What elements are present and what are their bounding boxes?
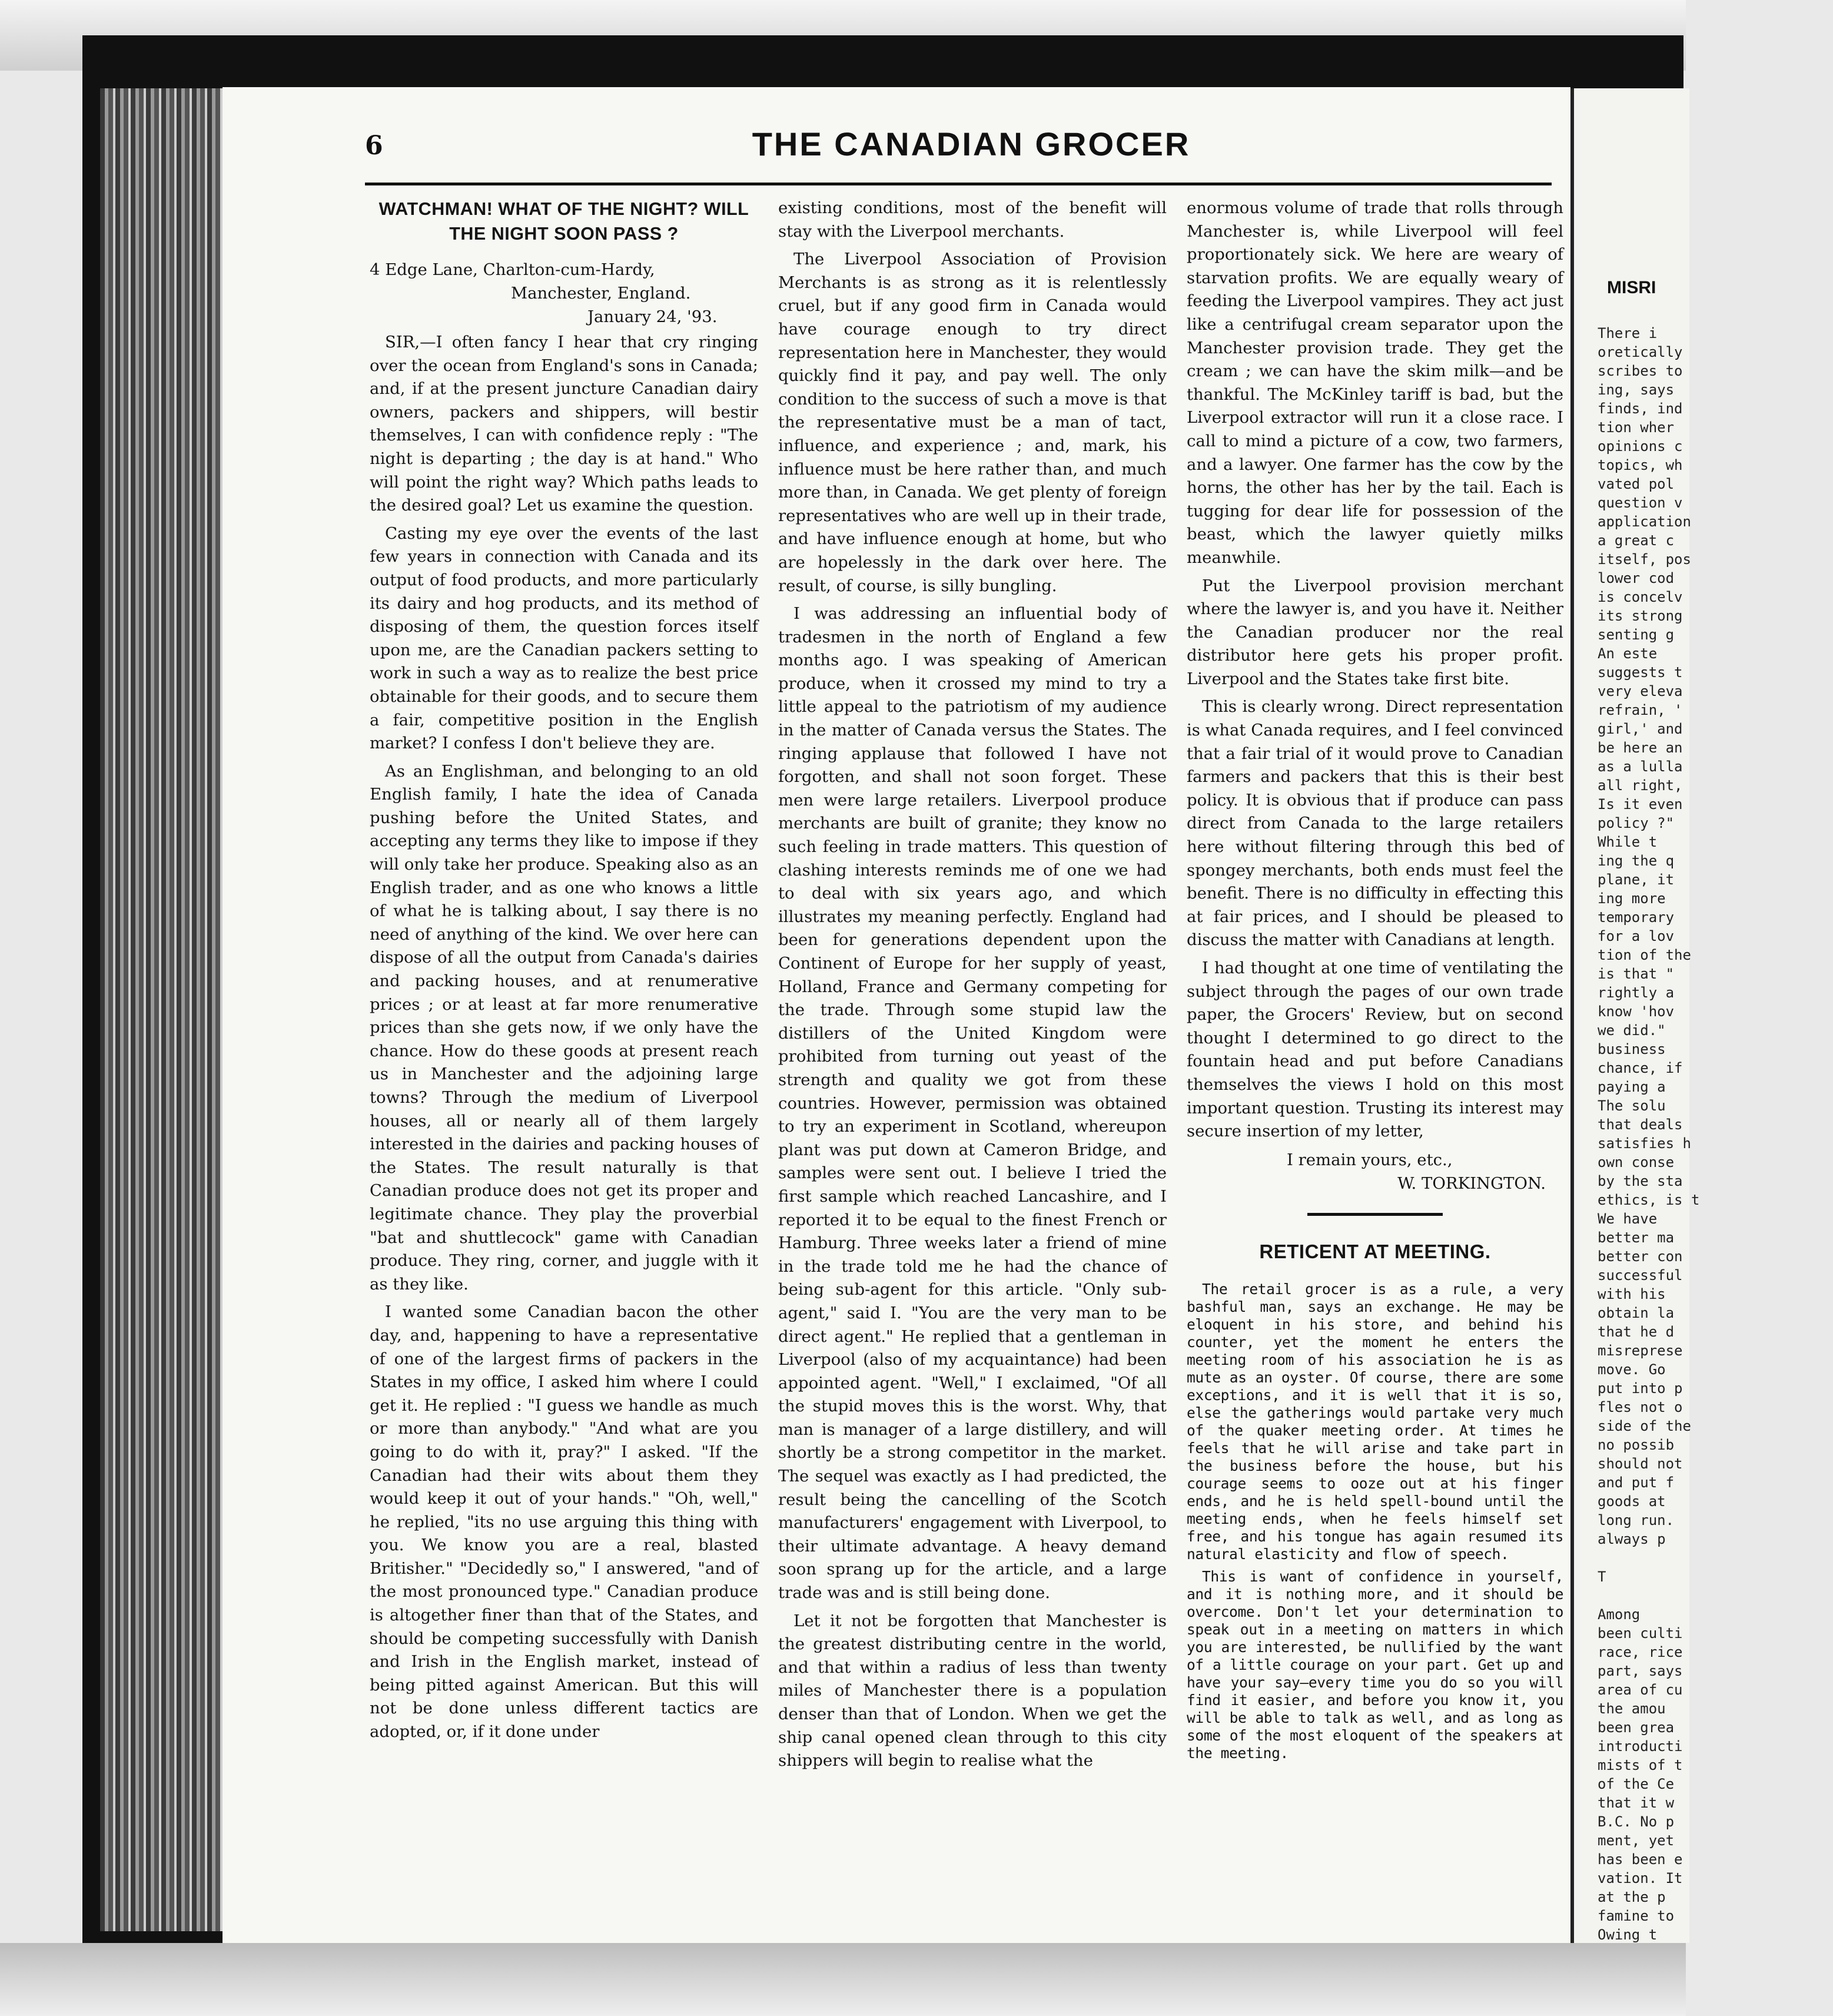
adjacent-page-line: Is it even [1598,796,1683,813]
adjacent-page-line: rightly a [1598,984,1675,1001]
reticent-paragraph: This is want of confidence in yourself, and it is nothing more, and it should be overcome. Don't let your determination to speak out in a meeting on matters in which you are interested, be nullified by the want of a little courage on your part. Get up and have your say—every time you do so you will find it easier, and before you know it, you will be able to talk as well, and as long as some of the most eloquent of the speakers at the meeting. [1187,1567,1563,1762]
letter-paragraph: I had thought at one time of ventilating the subject through the pages of our own trade paper, the Grocers' Review, but on second thought I determined to go direct to the fountain head and put before Canadians themselves the views I hold on this most important question. Trusting its interest may secure insertion of my letter, [1187,959,1563,1141]
adjacent-page-line: ing the q [1598,853,1675,869]
scan-background-bottom [0,1943,1686,2016]
adjacent-page-line: chance, if [1598,1060,1683,1076]
adjacent-page-line: satisfies h [1598,1135,1691,1152]
adjacent-page-line: plane, it [1598,871,1675,888]
adjacent-page-line: with his [1598,1286,1666,1302]
adjacent-page-line: lower cod [1598,570,1675,586]
adjacent-page-line: we did." [1598,1022,1666,1039]
column-3 [1187,197,1563,1767]
adjacent-page-line: that he d [1598,1324,1675,1340]
adjacent-page-line: always p [1598,1531,1666,1547]
letter-paragraph: Casting my eye over the events of the last few years in connection with Canada and its output of food products, and more particularly its dairy and hog products, and its method of disposing of them, the question forces itself upon me, are the Canadian packers setting to work in such a way as to realize the best price obtainable for their goods, and to secure them a fair, competitive position in the English market? I confess I don't believe they are. [370,523,758,753]
adjacent-page-line: successful [1598,1267,1683,1284]
adjacent-page-line: is concelv [1598,589,1683,605]
adjacent-page-line: obtain la [1598,1305,1675,1321]
adjacent-page-line: ing more [1598,890,1666,907]
adjacent-page-line: finds, ind [1598,400,1683,417]
adjacent-page-line: topics, wh [1598,457,1683,473]
adjacent-page-line: ing, says [1598,382,1675,398]
address-line: January 24, '93. [587,307,718,326]
adjacent-page-line: put into p [1598,1380,1683,1397]
letter-paragraph: SIR,—I often fancy I hear that cry ringing over the ocean from England's sons in Canada; and, if at the present juncture Canadian dairy owners, packers and shippers, will bestir themselves, I can with confidence reply : "The night is departing ; the day is at hand." Who will point the right way? Which paths leads to the desired goal? Let us examine the question. [370,333,758,515]
letter-closing: I remain yours, etc., [1287,1150,1453,1169]
adjacent-page-line: ethics, is t [1598,1192,1700,1208]
letter-paragraph: Let it not be forgotten that Manchester is the greatest distributing centre in the world, and that within a radius of less than twenty miles of Manchester there is a population denser than that of London. When we get the ship canal opened clean through to this city shippers will begin to realise what the [778,1611,1167,1770]
adjacent-page-line: that it w [1598,1795,1675,1811]
adjacent-page-line: There i [1598,325,1658,341]
adjacent-page-line: policy ?" [1598,815,1675,831]
adjacent-page-line: paying a [1598,1079,1666,1095]
adjacent-page-text [1598,324,1833,1982]
adjacent-page-line: been grea [1598,1719,1675,1736]
adjacent-page-line: better con [1598,1248,1683,1265]
adjacent-page-line: race, rice [1598,1644,1683,1660]
adjacent-page-line: all right, [1598,777,1683,794]
adjacent-page-line: vated pol [1598,476,1675,492]
adjacent-page-line: should not [1598,1455,1683,1472]
adjacent-page-line: long run. [1598,1512,1675,1528]
adjacent-page-line: opinions c [1598,438,1683,455]
letter-paragraph: existing conditions, most of the benefit will stay with the Liverpool merchants. [778,198,1167,241]
adjacent-page-line: misreprese [1598,1342,1683,1359]
letter-paragraph: As an Englishman, and belonging to an old English family, I hate the idea of Canada pushing before the United States, and accepting any terms they like to impose if they will only take her produce. Speaking also as an English trader, and as one who knows a little of what he is talking about, I say there is no need of anything of the kind. We over here can dispose of all the output from Canada's dairies and packing houses, and at renumerative prices ; or at least at far more renumerative prices than she gets now, if we only have the chance. How do these goods at present reach us in Manchester and the adjoining large towns? Through the medium of Liverpool houses, all or nearly all of them largely interested in the dairies and packing houses of the States. The result naturally is that Canadian produce does not get its proper and legitimate chance. They play the proverbial "bat and shuttlecock" game with Canadian produce. They ring, corner, and juggle with it as they like. [370,761,758,1294]
reticent-article [1187,1281,1563,1762]
adjacent-page-line: business [1598,1041,1666,1057]
letter-address [370,258,758,329]
adjacent-page-line: own conse [1598,1154,1675,1171]
adjacent-page-line: introducti [1598,1738,1683,1755]
adjacent-page-line: mists of t [1598,1757,1683,1773]
adjacent-page-line: application [1598,513,1691,530]
article-divider [1307,1213,1443,1216]
adjacent-page-line: An este [1598,645,1658,662]
reticent-headline: RETICENT AT MEETING. [1259,1240,1491,1262]
adjacent-page-line: Owing t [1598,1927,1658,1943]
adjacent-page-line: ment, yet [1598,1832,1675,1849]
adjacent-page-line: side of the [1598,1418,1691,1434]
column-1 [370,197,758,1749]
adjacent-page-line: its strong [1598,608,1683,624]
adjacent-page-line [1598,1586,1833,1605]
letter-paragraph: This is clearly wrong. Direct representation is what Canada requires, and I feel convinced that a fair trial of it would prove to Canadian farmers and packers that this is their best policy. It is obvious that if produce can pass direct from Canada to the large retailers here without filtering through this bed of spongey merchants, both ends must feel the benefit. There is no difficulty in effecting this at fair prices, and I should be pleased to discuss the matter with Canadians at length. [1187,697,1563,950]
adjacent-page-line: goods at [1598,1493,1666,1510]
adjacent-page-line: very eleva [1598,683,1683,699]
adjacent-page-line: question v [1598,495,1683,511]
adjacent-page-line: the amou [1598,1700,1666,1717]
adjacent-page-line: for a lov [1598,928,1675,944]
address-line: Manchester, England. [511,284,691,303]
adjacent-page-line: temporary [1598,909,1675,926]
adjacent-page-line: itself, pos [1598,551,1691,568]
adjacent-page-line: The solu [1598,1097,1666,1114]
page-number: 6 [365,131,383,161]
adjacent-page-line: vation. It [1598,1870,1683,1886]
letter-headline: WATCHMAN! WHAT OF THE NIGHT? WILL THE NIGHT SOON PASS ? [378,199,749,244]
adjacent-page-line [1598,1549,1833,1567]
adjacent-page-line: scribes to [1598,363,1683,379]
adjacent-page-line: know 'hov [1598,1003,1675,1020]
adjacent-page-headline: MISRI [1607,278,1656,297]
letter-paragraph: I was addressing an influential body of tradesmen in the north of England a few months ago. I was speaking of American produce, when it crossed my mind to try a little appeal to the patriotism of my audience in the matter of Canada versus the States. The ringing applause that followed I have not forgotten, and shall not soon forget. These men were large retailers. Liverpool produce merchants are built of granite; they know no such feeling in trade matters. This question of clashing interests reminds me of one we had to deal with six years ago, and which illustrates my meaning perfectly. England had been for generations dependent upon the Continent of Europe for her supply of yeast, Holland, France and Germany competing for the trade. Through some stupid law the distillers of the United Kingdom were prohibited from turning out yeast of the strength and quality we got from these countries. However, permission was obtained to try an experiment in Scotland, whereupon plant was put down at Cameron Bridge, and samples were sent out. I believe I tried the first sample which reached Lancashire, and I reported it to be equal to the finest French or Hamburg. Three weeks later a friend of mine in the trade told me he had the chance of being sub-agent for this article. "Only sub-agent," said I. "You are the very man to be direct agent." He replied that a gentleman in Liverpool (also of my acquaintance) had been appointed agent. "Well," I exclaimed, "Of all the stupid moves this is the worst. Why, that man is manager of a large distillery, and will shortly be a strong competitor in the market. The sequel was exactly as I had predicted, the result being the cancelling of the Scotch manufacturers' engagement with Liverpool, to their ultimate advantage. A heavy demand soon sprang up for the article, and a large trade was and is still being done. [778,604,1167,1603]
adjacent-page-line: area of cu [1598,1682,1683,1698]
adjacent-page-line: by the sta [1598,1173,1683,1189]
adjacent-page-line: tion wher [1598,419,1675,436]
bound-page-edges [100,88,224,1931]
adjacent-page-line: is that " [1598,966,1675,982]
reticent-paragraph: The retail grocer is as a rule, a very bashful man, says an exchange. He may be eloquent in his store, and behind his counter, yet the moment he enters the meeting room of his association he is as mute as an oyster. Of course, there are some exceptions, and it is well that it is so, else the gatherings would partake very much of the quaker meeting order. At times he feels that he will arise and take part in the business before the house, but his courage seems to ooze out at his finger ends, and he is held spell-bound until the meeting ends, when he feels himself set free, and his tongue has again resumed its natural elasticity and flow of speech. [1187,1280,1563,1563]
adjacent-page-line: at the p [1598,1889,1666,1905]
letter-paragraph: I wanted some Canadian bacon the other day, and, happening to have a representative of one of the largest firms of packers in the States in my office, I asked him where I could get it. He replied : "I guess we handle as much or more than anybody." "And what are you going to do with it, pray?" I asked. "If the Canadian had their wits about them they would keep it out of your hands." "Oh, well," he replied, "its no use arguing this thing with you. We know you are a real, blasted Britisher." "Decidedly so," I answered, "and of the most pronounced type." Canadian produce is altogether finer than that of the States, and should be competing successfully with Danish and Irish in the English market, instead of being pitted against American. But this will not be done unless different tactics are adopted, or, if it done under [370,1302,758,1742]
adjacent-page-line: Among [1598,1606,1641,1623]
letter-paragraph: The Liverpool Association of Provision Merchants is as strong as it is relentlessly cruel, but if any good firm in Canada would have courage enough to try direct representation here in Manchester, they would quickly find it pay, and pay well. The only condition to the success of such a move is that the representative must be a man of tact, influence, and experience ; and, mark, his influence must be here rather than, and much more than, in Canada. We get plenty of foreign representatives who are well up in their trade, and have influence enough at home, but who are hopelessly in the dark over here. The result, of course, is silly bungling. [778,250,1167,595]
adjacent-page-line: be here an [1598,740,1683,756]
adjacent-page-line: no possib [1598,1437,1675,1453]
adjacent-page-line: oretically [1598,344,1683,360]
adjacent-page-line: refrain, ' [1598,702,1683,718]
adjacent-page-line: We have [1598,1211,1658,1227]
adjacent-page-line: famine to [1598,1908,1675,1924]
adjacent-page-line: T [1598,1569,1606,1585]
letter-signature: W. TORKINGTON. [1397,1173,1546,1193]
adjacent-page-line: has been e [1598,1851,1683,1868]
adjacent-page-fragment [1570,88,1700,1943]
adjacent-page-line: fles not o [1598,1399,1683,1415]
adjacent-page-line: While t [1598,834,1658,850]
adjacent-page-line: girl,' and [1598,721,1683,737]
adjacent-page-line: been culti [1598,1625,1683,1642]
adjacent-page-line: B.C. No p [1598,1813,1675,1830]
adjacent-page-line: suggests t [1598,664,1683,681]
masthead-title: THE CANADIAN GROCER [752,125,1191,163]
adjacent-page-line: that deals [1598,1116,1683,1133]
adjacent-page-line: senting g [1598,626,1675,643]
adjacent-page-line: and put f [1598,1474,1675,1491]
letter-paragraph: enormous volume of trade that rolls through Manchester is, while Liverpool will feel proportionately sick. We here are weary of starvation profits. We are equally weary of feeding the Liverpool vampires. They act just like a centrifugal cream separator upon the Manchester provision trade. They get the cream ; we can have the skim milk—and be thankful. The McKinley tariff is bad, but the Liverpool extractor will run it a close race. I call to mind a picture of a cow, two farmers, and a lawyer. One farmer has the cow by the horns, the other has her by the tail. Each is tugging for dear life for possession of the beast, which the lawyer quietly milks meanwhile. [1187,198,1563,567]
adjacent-page-line: as a lulla [1598,758,1683,775]
adjacent-page-line: of the Ce [1598,1776,1675,1792]
masthead-rule [365,183,1552,185]
address-line: 4 Edge Lane, Charlton-cum-Hardy, [370,260,655,279]
adjacent-page-line: a great c [1598,532,1675,549]
adjacent-page-line: better ma [1598,1229,1675,1246]
adjacent-page-line: move. Go [1598,1361,1666,1378]
adjacent-page-line: part, says [1598,1663,1683,1679]
adjacent-page-line: tion of the [1598,947,1691,963]
column-2 [778,197,1167,1778]
letter-paragraph: Put the Liverpool provision merchant where the lawyer is, and you have it. Neither the Canadian producer nor the real distributor here gets his proper profit. Liverpool and the States take first bite. [1187,576,1563,688]
